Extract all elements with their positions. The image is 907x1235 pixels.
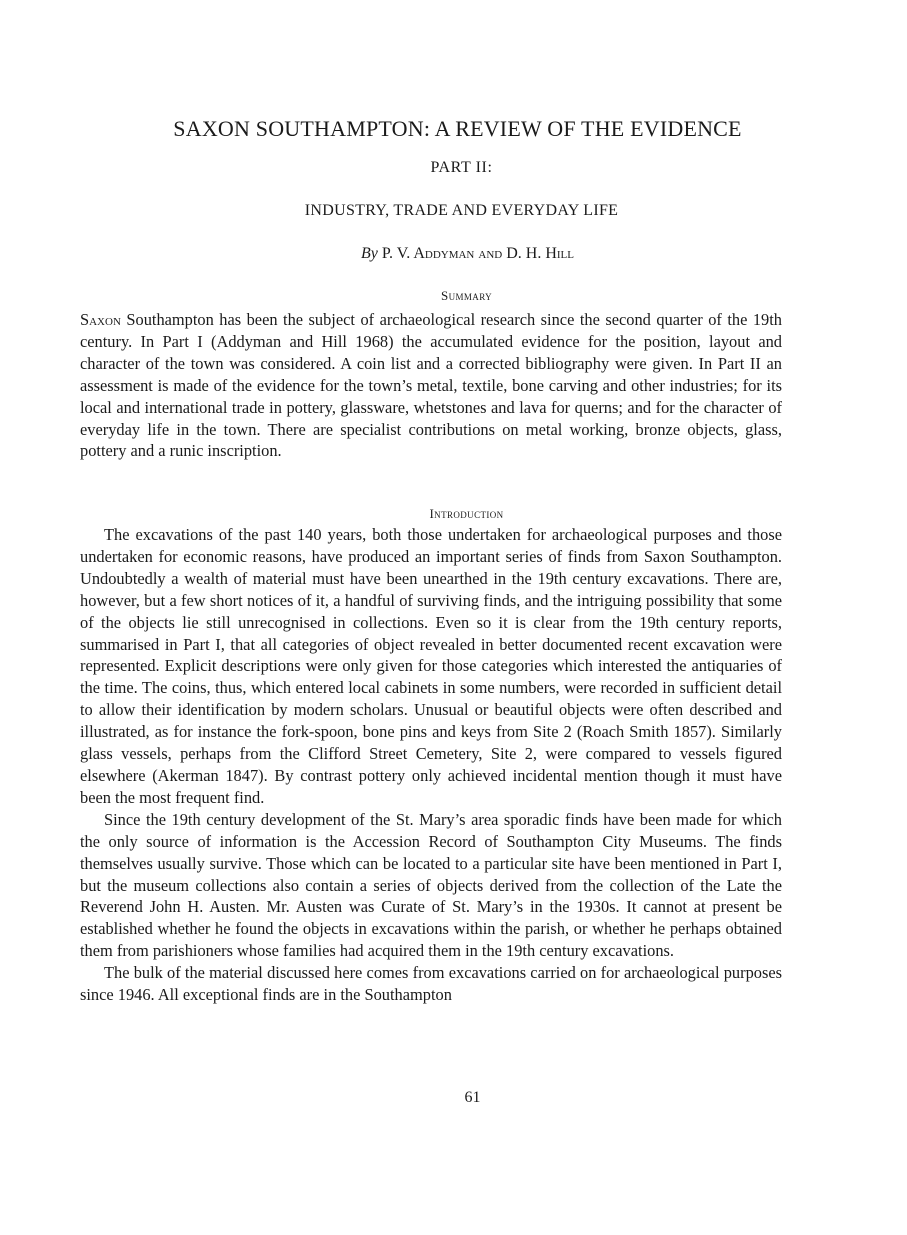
summary-first-word: Saxon [80,310,121,329]
byline-prefix: By [361,245,378,262]
introduction-heading: Introduction [429,506,504,521]
article-title: SAXON SOUTHAMPTON: A REVIEW OF THE EVIDENCE [173,116,742,141]
page-number: 61 [464,1089,481,1106]
byline-authors: P. V. Addyman and D. H. Hill [381,245,574,262]
introduction-paragraph: The bulk of the material discussed here comes from excavations carried on for archaeological purposes since 1946. All exceptional finds are in the Southampton [80,963,782,1005]
article-part: PART II: [430,159,493,176]
article-subtitle: INDUSTRY, TRADE AND EVERYDAY LIFE [304,202,619,219]
introduction-body [80,524,782,1006]
summary-text: Southampton has been the subject of archaeological research since the second quarter of the 19th century. In Part I (Addyman and Hill 1968) the accumulated evidence for the position, layout and character of the town was considered. A coin list and a corrected bibliography were given. In Part II an assessment is made of the evidence for the town’s metal, textile, bone carving and other industries; for its local and international trade in pottery, glassware, whetstones and lava for querns; and for the character of everyday life in the town. There are specialist contributions on metal working, bronze objects, glass, pottery and a runic inscription. [80,310,782,461]
introduction-paragraph: Since the 19th century development of the St. Mary’s area sporadic finds have been made for which the only source of information is the Accession Record of Southampton City Museums. The finds themselves usually survive. Those which can be located to a particular site have been mentioned in Part I, but the museum collections also contain a series of objects derived from the collection of the Late the Reverend John H. Austen. Mr. Austen was Curate of St. Mary’s in the 1930s. It cannot at present be established whether he found the objects in excavations within the parish, or whether he perhaps obtained them from parishioners whose families had acquired them in the 19th century excavations. [80,809,782,961]
byline [0,245,907,263]
summary-paragraph [80,309,782,462]
summary-heading: Summary [440,288,493,303]
introduction-paragraph: The excavations of the past 140 years, both those undertaken for archaeological purposes and those undertaken for economic reasons, have produced an important series of finds from Saxon Southampton. Undoubtedly a wealth of material must have been unearthed in the 19th century excavations. There are, however, but a few short notices of it, a handful of surviving finds, and the intriguing possibility that some of the objects lie still unrecognised in collections. Even so it is clear from the 19th century reports, summarised in Part I, that all categories of object revealed in better documented recent excavation were represented. Explicit descriptions were only given for those categories which interested the antiquaries of the time. The coins, thus, which entered local cabinets in some numbers, were recorded in sufficient detail to allow their identification by modern scholars. Unusual or beautiful objects were often described and illustrated, as for instance the fork-spoon, bone pins and keys from Site 2 (Roach Smith 1857). Similarly glass vessels, perhaps from the Clifford Street Cemetery, Site 2, were compared to vessels figured elsewhere (Akerman 1847). By contrast pottery only achieved incidental mention though it must have been the most frequent find. [80,525,782,807]
